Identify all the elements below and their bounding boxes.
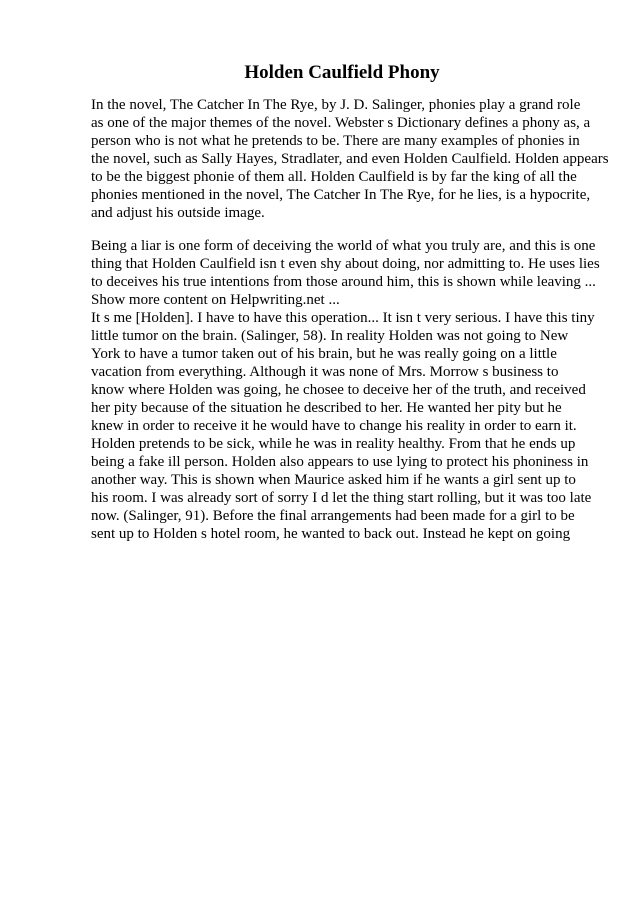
paragraph-2-line: to deceives his true intentions from those around him, this is shown while leaving ...	[91, 274, 596, 290]
paragraph-1-line: to be the biggest phonie of them all. Holden Caulfield is by far the king of all the	[91, 169, 577, 185]
paragraph-3-line: know where Holden was going, he chosee to deceive her of the truth, and received	[91, 382, 586, 398]
paragraph-3-line: now. (Salinger, 91). Before the final arrangements had been made for a girl to be	[91, 508, 575, 524]
paragraph-3-line: knew in order to receive it he would have to change his reality in order to earn it.	[91, 418, 577, 434]
paragraph-3-line: sent up to Holden s hotel room, he wanted to back out. Instead he kept on going	[91, 526, 571, 542]
paragraph-3-line: Holden pretends to be sick, while he was in reality healthy. From that he ends up	[91, 436, 576, 452]
show-more-link[interactable]: Show more content on Helpwriting.net ...	[91, 292, 340, 308]
paragraph-3-line: being a fake ill person. Holden also appears to use lying to protect his phoniness in	[91, 454, 589, 470]
paragraph-2-line: thing that Holden Caulfield isn t even shy about doing, nor admitting to. He uses lies	[91, 256, 600, 272]
paragraph-3-line: her pity because of the situation he described to her. He wanted her pity but he	[91, 400, 562, 416]
paragraph-1-line: In the novel, The Catcher In The Rye, by J. D. Salinger, phonies play a grand role	[91, 97, 581, 113]
page-title: Holden Caulfield Phony	[244, 62, 440, 83]
paragraph-3-line: vacation from everything. Although it was none of Mrs. Morrow s business to	[91, 364, 559, 380]
paragraph-1-line: and adjust his outside image.	[91, 205, 265, 221]
paragraph-3-line: his room. I was already sort of sorry I d let the thing start rolling, but it was too late	[91, 490, 592, 506]
paragraph-3-line: It s me [Holden]. I have to have this operation... It isn t very serious. I have this tiny	[91, 310, 595, 326]
paragraph-2-line: Being a liar is one form of deceiving the world of what you truly are, and this is one	[91, 238, 596, 254]
paragraph-3-line: York to have a tumor taken out of his brain, but he was really going on a little	[91, 346, 557, 362]
paragraph-1-line: person who is not what he pretends to be. There are many examples of phonies in	[91, 133, 580, 149]
paragraph-3-line: another way. This is shown when Maurice asked him if he wants a girl sent up to	[91, 472, 576, 488]
paragraph-1-line: phonies mentioned in the novel, The Catcher In The Rye, for he lies, is a hypocrite,	[91, 187, 591, 203]
paragraph-1-line: as one of the major themes of the novel. Webster s Dictionary defines a phony as, a	[91, 115, 591, 131]
paragraph-3-line: little tumor on the brain. (Salinger, 58). In reality Holden was not going to New	[91, 328, 569, 344]
paragraph-1-line: the novel, such as Sally Hayes, Stradlater, and even Holden Caulfield. Holden appears	[91, 151, 609, 167]
